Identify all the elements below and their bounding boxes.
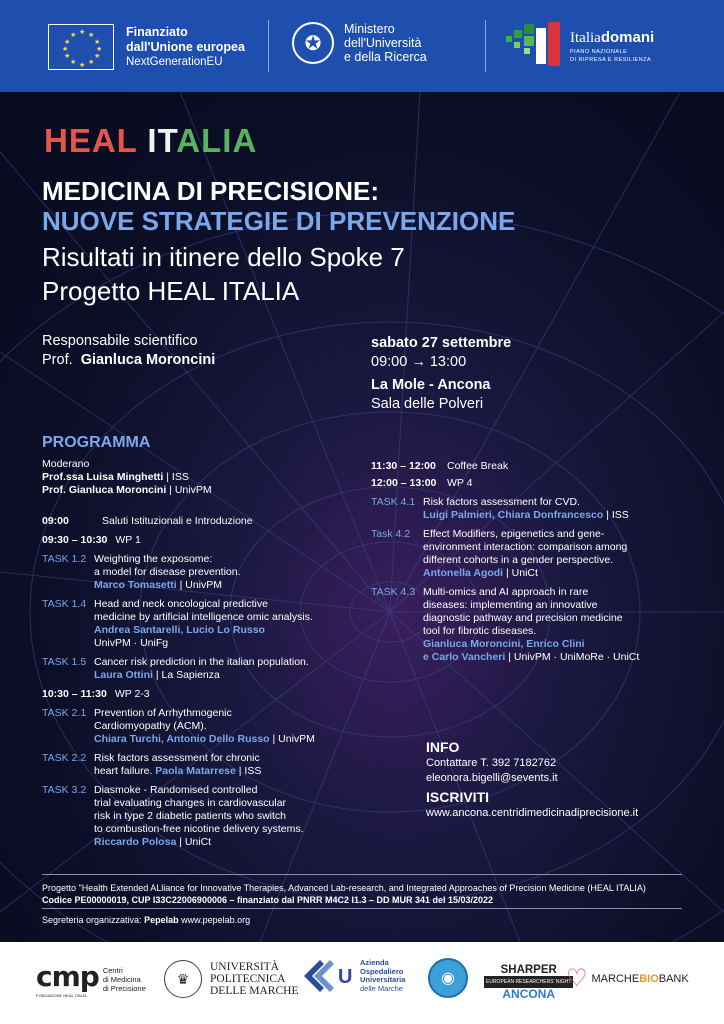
- aou-line: Ospedaliero: [360, 966, 404, 976]
- univpm-line: UNIVERSITÀ: [210, 961, 279, 973]
- info-email[interactable]: eleonora.bigelli@sevents.it: [426, 772, 558, 784]
- univpm-line: POLITECNICA: [210, 973, 286, 985]
- footer-divider: [42, 908, 682, 909]
- italiadomani-mark-icon: [506, 22, 564, 70]
- task-4-1-title-line: Risk factors assessment for CVD.: [423, 496, 580, 508]
- moderator2-aff: | UnivPM: [166, 484, 212, 496]
- aou-line: delle Marche: [360, 983, 403, 993]
- task-3-2-label: TASK 3.2: [42, 784, 87, 796]
- task-4-2-speakers: Antonella Agodi: [423, 567, 504, 579]
- task-4-2-aff: | UniCt: [503, 567, 538, 579]
- project-line1: Progetto "Health Extended ALliance for Innovative Therapies, Advanced Lab-research, and Integrated Approaches of Precision Medicine (HEAL ITALIA): [42, 883, 646, 893]
- program-title: PROGRAMMA: [42, 434, 151, 451]
- cmp-logo: [36, 960, 146, 998]
- task-1-4-title-line: medicine by artificial intelligence omic analysis.: [94, 611, 313, 623]
- italiadomani-logo: [506, 22, 654, 70]
- info-block: [426, 740, 638, 821]
- task-1-2: [42, 553, 362, 592]
- opening-text: Saluti Istituzionali e Introduzione: [102, 515, 253, 527]
- signup-title: ISCRIVITI: [426, 789, 490, 805]
- secretary: [42, 915, 250, 925]
- italiadomani-part1: Italia: [570, 30, 601, 46]
- task-2-2-label: TASK 2.2: [42, 752, 87, 764]
- task-4-2: [371, 528, 671, 580]
- event-time: 09:00 → 13:00: [371, 354, 467, 370]
- brand-heal: HEAL: [44, 122, 148, 159]
- moderator1-aff: | ISS: [163, 471, 189, 483]
- footer-divider: [42, 874, 682, 875]
- task-2-1: [42, 707, 362, 746]
- scientific-responsible: [42, 332, 215, 370]
- sharper-logo: [484, 964, 573, 1000]
- task-4-3-aff: | UnivPM · UniMoRe · UniCt: [505, 651, 640, 663]
- task-1-5-aff: | La Sapienza: [152, 669, 220, 681]
- break-time: 11:30 – 12:00: [371, 460, 436, 472]
- italiadomani-sub1: PIANO NAZIONALE: [570, 49, 628, 55]
- task-3-2-speakers: Riccardo Polosa: [94, 836, 177, 848]
- task-1-4-label: TASK 1.4: [42, 598, 87, 610]
- task-4-3-speakers: Gianluca Moroncini, Enrico Clini: [423, 638, 585, 650]
- moderano-label: Moderano: [42, 458, 90, 470]
- cmp-line: di Precisione: [102, 983, 146, 993]
- marchebiobank-part1: MARCHE: [591, 972, 640, 985]
- program-left-column: [42, 458, 362, 849]
- task-2-2-title-line: heart failure.: [94, 765, 156, 777]
- marchebiobank-part3: BANK: [658, 972, 689, 985]
- banner-divider: [268, 20, 269, 72]
- project-info: [42, 882, 692, 906]
- italiadomani-part2: domani: [600, 29, 655, 46]
- event-room: Sala delle Polveri: [371, 396, 484, 412]
- heal-italia-brand: [44, 122, 257, 160]
- partner-logos: [0, 942, 724, 1024]
- cmp-sub: FONDAZIONE HEAL ITALIA: [36, 993, 87, 998]
- task-1-4-speakers: Andrea Santarelli, Lucio Lo Russo: [94, 624, 265, 636]
- event-date: sabato 27 settembre: [371, 335, 512, 351]
- task-4-3-title-line: tool for fibrotic diseases.: [423, 625, 537, 637]
- task-1-2-title-line: a model for disease prevention.: [94, 566, 241, 578]
- task-1-2-label: TASK 1.2: [42, 553, 87, 565]
- event-details: [371, 334, 511, 414]
- aou-chevron-icon: [300, 956, 356, 996]
- marchebiobank-part2: BIO: [639, 972, 659, 985]
- aou-line: Azienda: [360, 958, 389, 967]
- task-3-2: [42, 784, 362, 849]
- task-3-2-aff: | UniCt: [176, 836, 212, 848]
- wp23-label: WP 2-3: [114, 688, 150, 700]
- responsible-name: Gianluca Moroncini: [80, 352, 216, 368]
- moderator2-name: Prof. Gianluca Moroncini: [42, 484, 167, 496]
- task-2-1-aff: | UnivPM: [269, 733, 315, 745]
- task-3-2-title-line: risk in type 2 diabetic patients who switch: [94, 810, 287, 822]
- wp23-time: 10:30 – 11:30: [42, 688, 107, 700]
- responsible-prefix: Prof.: [42, 352, 73, 368]
- task-2-1-title-line: Cardiomyopathy (ACM).: [94, 720, 207, 732]
- task-4-2-title-line: different cohorts in a gender perspective.: [423, 554, 614, 566]
- task-4-1: [371, 496, 671, 522]
- task-1-5-title-line: Cancer risk prediction in the italian population.: [94, 656, 309, 668]
- task-2-1-title-line: Prevention of Arrhythmogenic: [94, 707, 232, 719]
- signup-website[interactable]: www.ancona.centridimedicinadiprecisione.it: [426, 807, 639, 819]
- task-3-2-title-line: to combustion-free nicotine delivery systems.: [94, 823, 304, 835]
- task-4-3-title-line: diagnostic pathway and precision medicine: [423, 612, 623, 624]
- marchebiobank-logo: [566, 964, 689, 993]
- task-1-5-label: TASK 1.5: [42, 656, 87, 668]
- task-4-3: [371, 586, 671, 664]
- task-3-2-title-line: trial evaluating changes in cardiovascular: [94, 797, 287, 809]
- task-4-3-title-line: Multi-omics and AI approach in rare: [423, 586, 589, 598]
- task-4-1-speakers: Luigi Palmieri, Chiara Donfrancesco: [423, 509, 604, 521]
- task-1-4-title-line: Head and neck oncological predictive: [94, 598, 268, 610]
- break-text: Coffee Break: [447, 460, 509, 472]
- responsible-label: Responsabile scientifico: [42, 333, 198, 349]
- aou-marche-logo: [300, 956, 405, 996]
- brand-it: IT: [147, 122, 177, 159]
- task-4-3-title-line: diseases: implementing an innovative: [423, 599, 598, 611]
- wp1-label: WP 1: [115, 534, 141, 546]
- secretary-name: Pepelab: [144, 915, 179, 925]
- subtitle-line1: Risultati in itinere dello Spoke 7: [42, 242, 405, 272]
- brand-alia: ALIA: [176, 122, 258, 159]
- task-4-1-aff: | ISS: [603, 509, 629, 521]
- task-2-2-aff: | ISS: [235, 765, 262, 777]
- secretary-label: Segreteria organizzativa:: [42, 915, 145, 925]
- title-line2: NUOVE STRATEGIE DI PREVENZIONE: [42, 206, 516, 236]
- ministry-logo: [292, 22, 427, 64]
- task-4-1-label: TASK 4.1: [371, 496, 416, 508]
- eu-line2: dall'Unione europea: [126, 39, 245, 54]
- svg-text:U: U: [338, 966, 353, 988]
- task-4-3-speakers: e Carlo Vancheri: [423, 651, 506, 663]
- ministry-line2: dell'Università: [344, 36, 422, 50]
- univpm-line: DELLE MARCHE: [210, 985, 299, 997]
- project-line2: Codice PE00000019, CUP I33C22006900006 – finanziato dal PNRR M4C2 I1.3 – DD MUR 341 del 15/03/2022: [42, 895, 494, 905]
- task-1-2-aff: | UnivPM: [176, 579, 222, 591]
- wp4-label: WP 4: [447, 477, 473, 489]
- eu-logo: [48, 24, 245, 70]
- eu-line3: NextGenerationEU: [126, 55, 223, 68]
- task-4-2-title-line: environment interaction: comparison among: [423, 541, 628, 553]
- poster-body: [0, 92, 724, 942]
- task-4-2-label: Task 4.2: [371, 528, 411, 540]
- univpm-logo: [164, 960, 298, 998]
- cmp-line: Centri: [102, 965, 123, 975]
- secretary-site[interactable]: www.pepelab.org: [178, 915, 251, 925]
- task-2-2-speakers: Paola Matarrese: [155, 765, 236, 777]
- event-venue: La Mole - Ancona: [371, 377, 491, 393]
- eu-line1: Finanziato: [126, 24, 188, 39]
- task-2-1-speakers: Chiara Turchi, Antonio Dello Russo: [94, 733, 270, 745]
- moderator1-name: Prof.ssa Luisa Minghetti: [42, 471, 164, 483]
- italian-emblem-icon: ✪: [292, 22, 334, 64]
- italiadomani-sub2: DI RIPRESA E RESILIENZA: [570, 57, 652, 63]
- sharper-tagline: EUROPEAN RESEARCHERS' NIGHT: [484, 976, 573, 988]
- heart-icon: ♡: [566, 965, 588, 992]
- aou-line: Universitaria: [360, 975, 406, 984]
- ministry-line3: e della Ricerca: [344, 50, 427, 64]
- cmp-mark: cmp: [36, 960, 99, 993]
- ministry-line1: Ministero: [344, 22, 395, 36]
- wp1-time: 09:30 – 10:30: [42, 534, 108, 546]
- cmp-line: di Medicina: [102, 974, 141, 984]
- task-1-5-speakers: Laura Ottini: [94, 669, 153, 681]
- title-line1: MEDICINA DI PRECISIONE:: [42, 176, 380, 206]
- banner-divider: [485, 20, 486, 72]
- task-4-2-title-line: Effect Modifiers, epigenetics and gene-: [423, 528, 605, 540]
- task-1-2-speakers: Marco Tomasetti: [94, 579, 177, 591]
- wp4-time: 12:00 – 13:00: [371, 477, 437, 489]
- task-2-2: [42, 752, 362, 778]
- sharper-city: ANCONA: [502, 987, 556, 1001]
- opening-time: 09:00: [42, 515, 69, 527]
- task-3-2-title-line: Diasmoke - Randomised controlled: [94, 784, 258, 796]
- task-1-4-aff: UnivPM · UniFg: [94, 637, 169, 649]
- university-seal-icon: ◉: [428, 958, 468, 998]
- task-1-4: [42, 598, 362, 650]
- program-right-column: [371, 460, 671, 664]
- task-4-3-label: TASK 4.3: [371, 586, 416, 598]
- sharper-title: SHARPER: [500, 964, 557, 976]
- task-1-5: [42, 656, 362, 682]
- info-title: INFO: [426, 739, 460, 755]
- task-1-2-title-line: Weighting the exposome:: [94, 553, 213, 565]
- info-contact: Contattare T. 392 7182762: [426, 757, 557, 769]
- funding-banner: [0, 0, 724, 92]
- unict-logo: [428, 958, 468, 998]
- eu-flag-icon: ★ ★ ★ ★ ★ ★ ★ ★ ★ ★ ★ ★: [48, 24, 114, 70]
- task-2-1-label: TASK 2.1: [42, 707, 87, 719]
- subtitle-line2: Progetto HEAL ITALIA: [42, 276, 300, 306]
- task-2-2-title-line: Risk factors assessment for chronic: [94, 752, 260, 764]
- university-seal-icon: ♛: [164, 960, 202, 998]
